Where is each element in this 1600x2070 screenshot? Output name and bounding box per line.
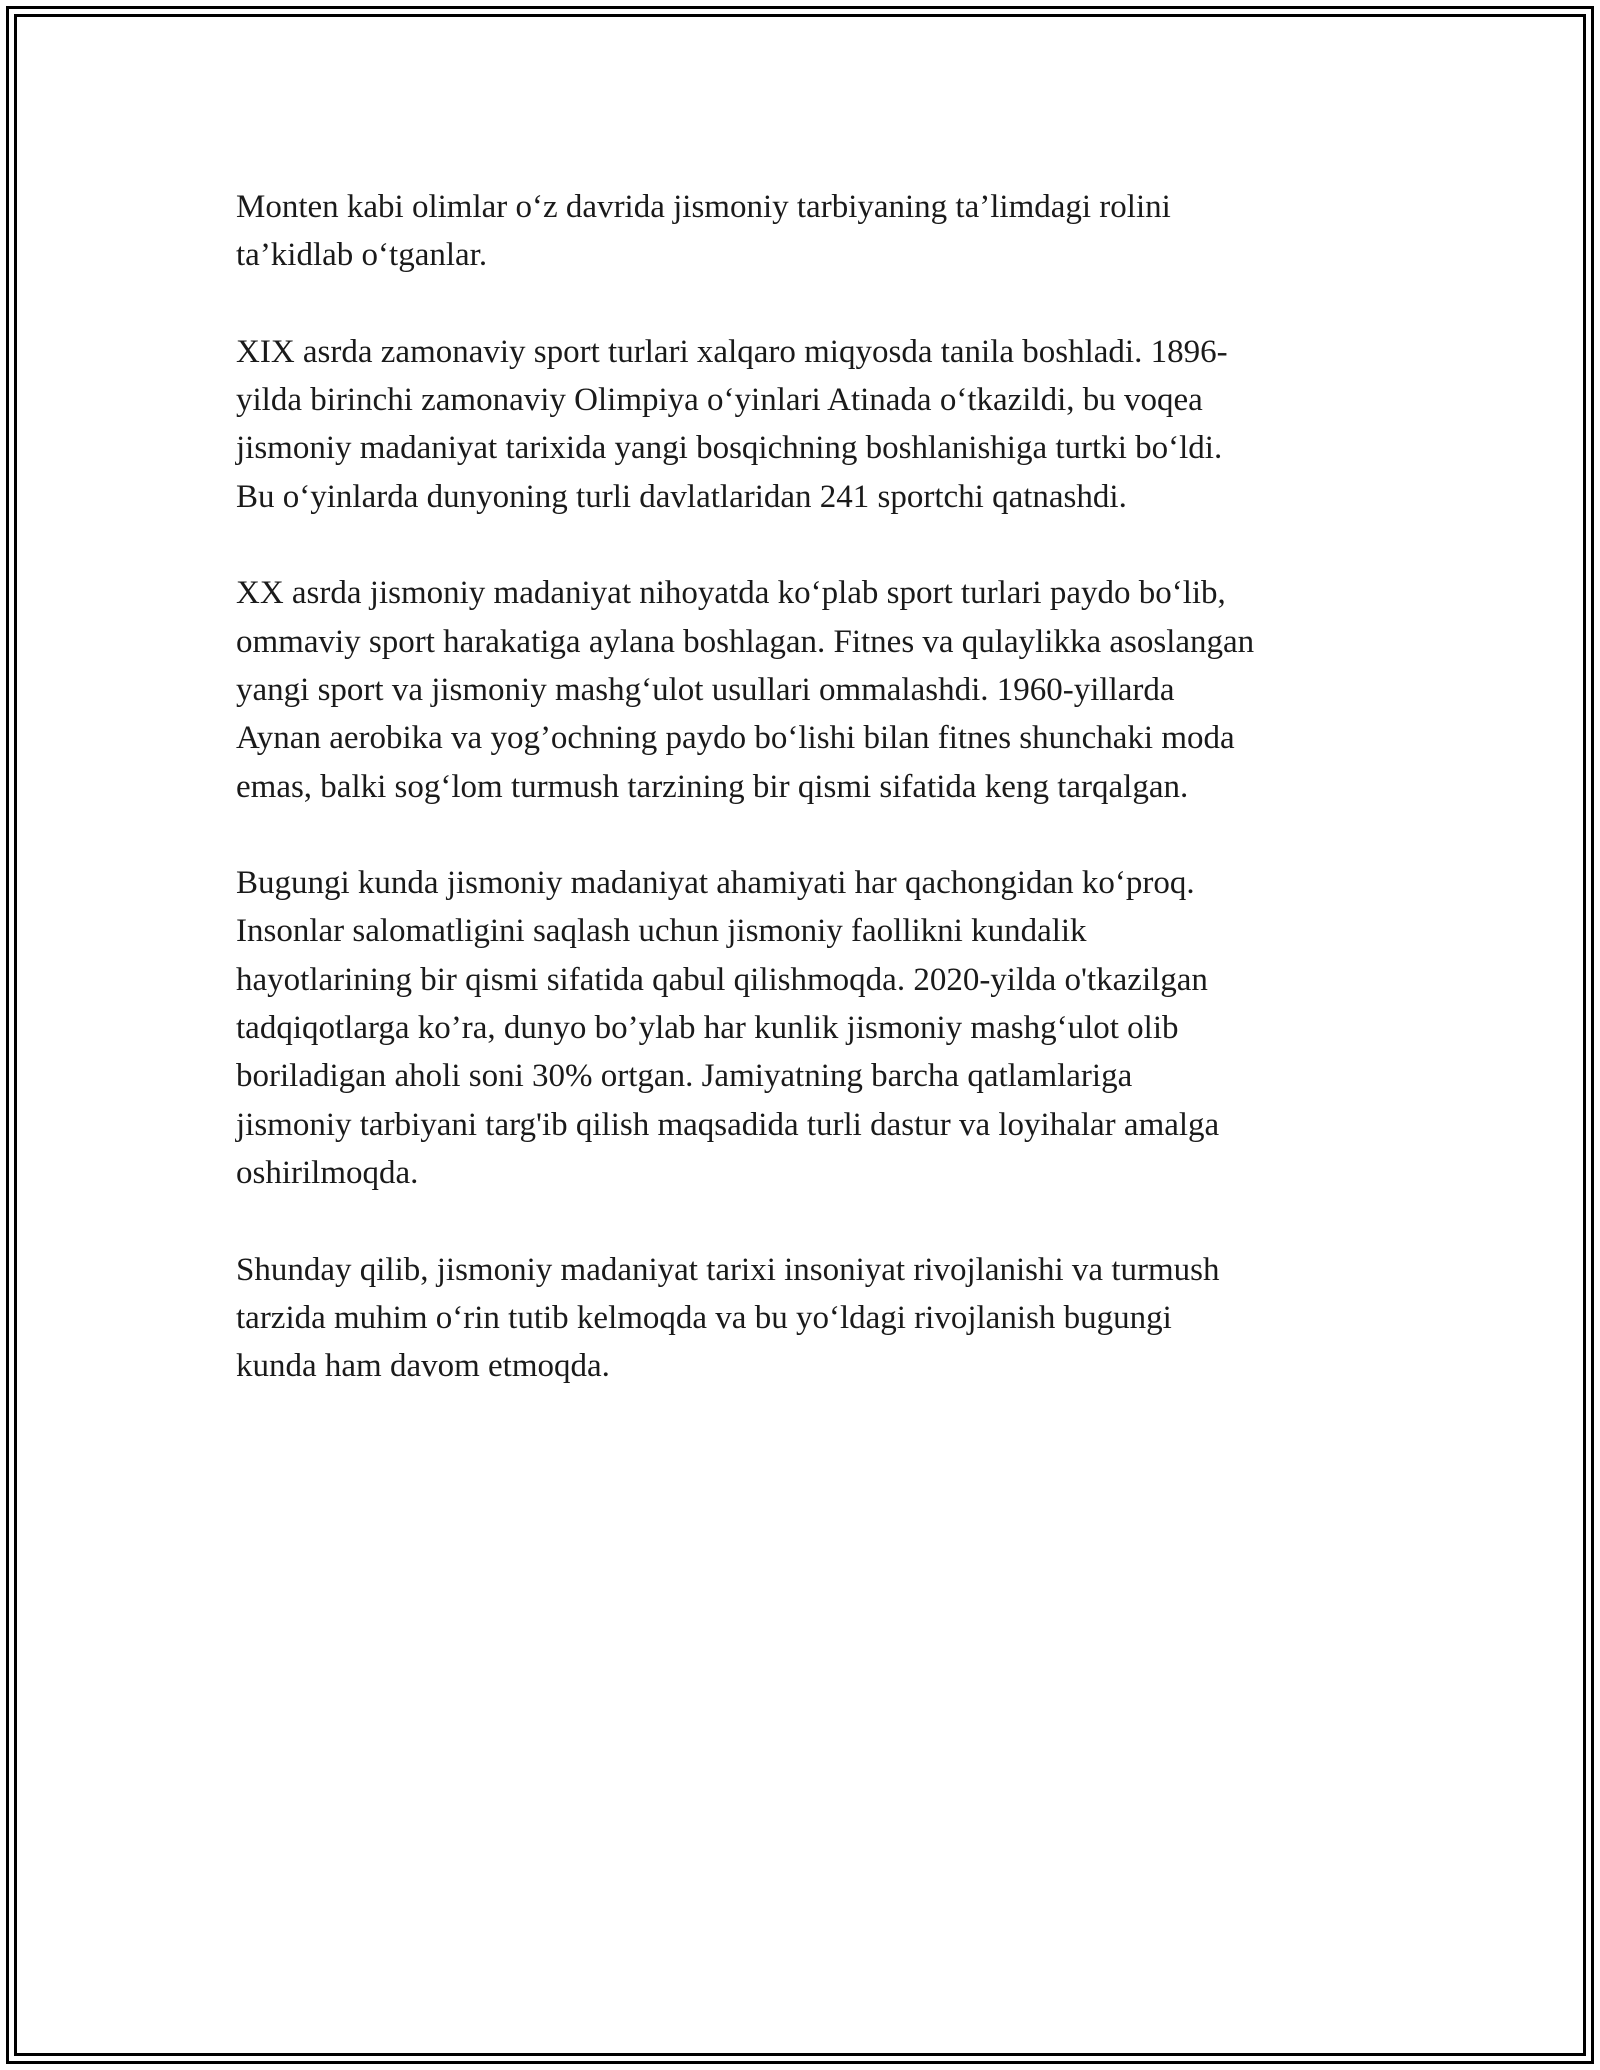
paragraph-2: XIX asrda zamonaviy sport turlari xalqaro miqyosda tanila boshladi. 1896- yilda birinchi zamonaviy Olimpiya o‘yinlari Atinada o‘tkazildi, bu voqea jismoniy madaniyat tarixida yangi bosqichning boshlanishiga turtki bo‘ldi. Bu o‘yinlarda dunyoning turli davlatlaridan 241 sportchi qatnashdi. bbox=[236, 333, 1228, 515]
paragraph-5: Shunday qilib, jismoniy madaniyat tarixi insoniyat rivojlanishi va turmush tarzida muhim o‘rin tutib kelmoqda va bu yo‘ldagi rivojlanish bugungi kunda ham davom etmoqda. bbox=[236, 1251, 1220, 1385]
paragraph-4: Bugungi kunda jismoniy madaniyat ahamiyati har qachongidan ko‘proq. Insonlar salomatligini saqlash uchun jismoniy faollikni kundalik hayotlarining bir qismi sifatida qabul qilishmoqda. 2020-yilda o'tkazilgan tadqiqotlarga ko’ra, dunyo bo’ylab har kunlik jismoniy mashg‘ulot olib boriladigan aholi soni 30% ortgan. Jamiyatning barcha qatlamlariga jismoniy tarbiyani targ'ib qilish maqsadida turli dastur va loyihalar amalga oshirilmoqda. bbox=[236, 865, 1220, 1191]
paragraph-3: XX asrda jismoniy madaniyat nihoyatda ko‘plab sport turlari paydo bo‘lib, ommaviy sport harakatiga aylana boshlagan. Fitnes va qulaylikka asoslangan yangi sport va jismoniy mashg‘ulot usullari ommalashdi. 1960-yillarda Aynan aerobika va yog’ochning paydo bo‘lishi bilan fitnes shunchaki moda emas, balki sog‘lom turmush tarzining bir qismi sifatida keng tarqalgan. bbox=[236, 575, 1255, 805]
paragraph-1: Monten kabi olimlar o‘z davrida jismoniy tarbiyaning ta’limdagi rolini ta’kidlab o‘tganlar. bbox=[236, 189, 1171, 274]
document-body bbox=[236, 183, 1386, 1439]
